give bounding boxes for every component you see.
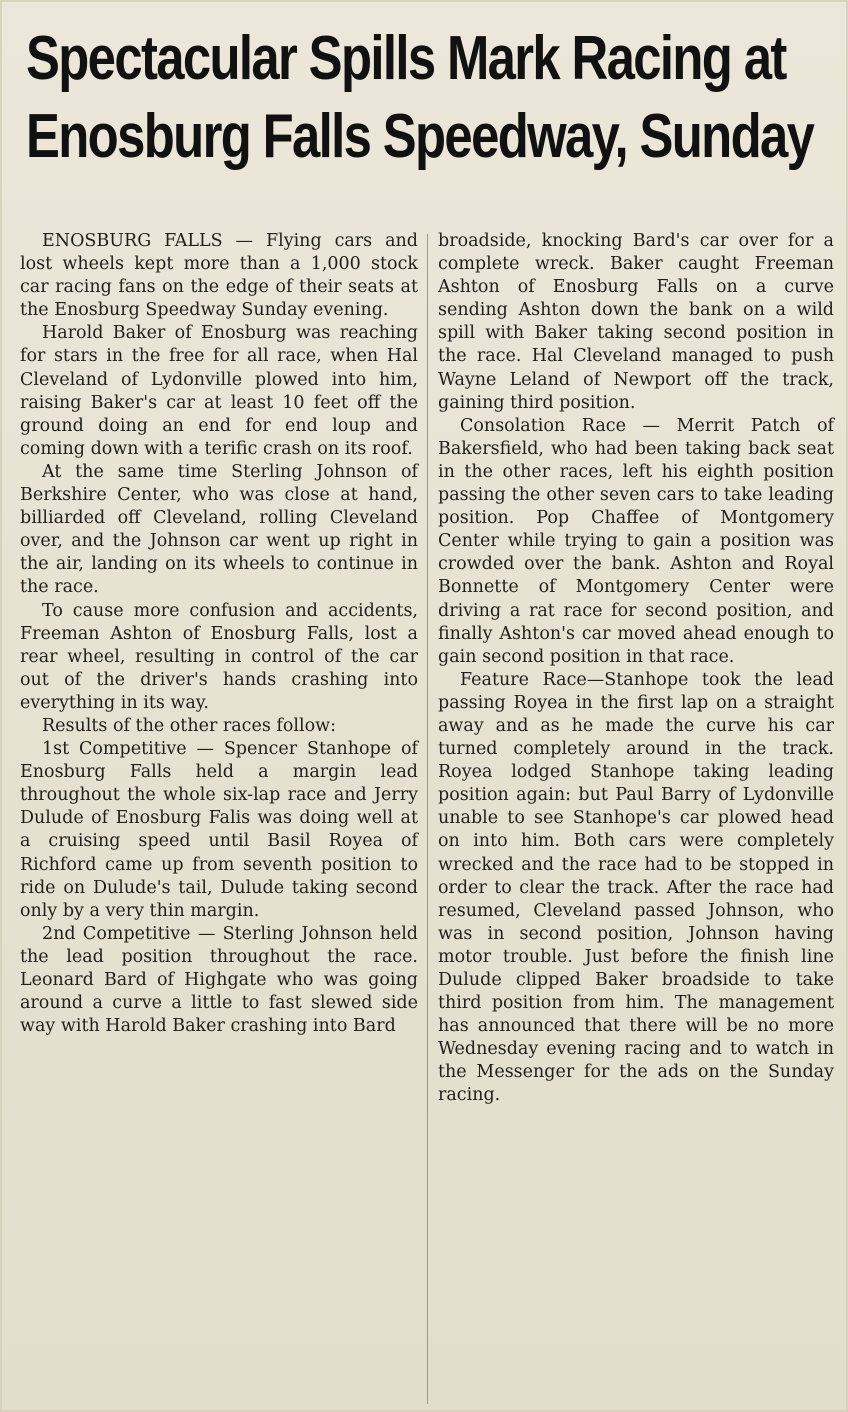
paragraph: 1st Competitive — Spencer Stanhope of Enosburg Falls held a margin lead throughout the whole six-lap race and Jerry Dulude of Enosburg Falis was doing well at a cruising speed until Basil Royea of Richford came up from seventh position to ride on Dulude's tail, Dulude taking second only by a very thin margin. [20,739,418,921]
paragraph: Feature Race—Stanhope took the lead passing Royea in the first lap on a straight away and as he made the curve his car turned completely around in the track. Royea lodged Stanhope taking leading position again: but Paul Barry of Lydonville unable to see Stanhope's car plowed head on into him. Both cars were completely wrecked and the race had to be stopped in order to clear the track. After the race had resumed, Cleveland passed Johnson, who was in second position, Johnson having motor trouble. Just before the finish line Dulude clipped Baker broadside to take third position from him. The management has announced that there will be no more Wednesday evening racing and to watch in the Messenger for the ads on the Sunday racing. [438,669,834,1106]
paragraph: Consolation Race — Merrit Patch of Bakersfield, who had been taking back seat in the other races, left his eighth position passing the other seven cars to take leading position. Pop Chaffee of Montgomery Center while trying to gain a position was crowded over the bank. Ashton and Royal Bonnette of Montgomery Center were driving a rat race for second position, and finally Ashton's car moved ahead enough to gain second position in that race. [438,415,834,667]
article-column-right [438,230,834,1108]
article-column-left [20,230,418,1038]
paragraph: To cause more confusion and accidents, Freeman Ashton of Enosburg Falls, lost a rear wheel, resulting in control of the car out of the driver's hands crashing into everything in its way. [20,600,418,713]
article-headline [26,20,814,176]
headline-line-1: Spectacular Spills Mark Racing at [26,24,786,93]
paragraph: Results of the other races follow: [42,715,336,736]
paragraph: At the same time Sterling Johnson of Berkshire Center, who was close at hand, billiarded off Cleveland, rolling Cleveland over, and the Johnson car went up right in the air, landing on its wheels to continue in the race. [20,461,418,598]
paragraph: ENOSBURG FALLS — Flying cars and lost wheels kept more than a 1,000 stock car racing fans on the edge of their seats at the Enosburg Speedway Sunday evening. [20,231,418,321]
paragraph: Harold Baker of Enosburg was reaching for stars in the free for all race, when Hal Cleveland of Lydonville plowed into him, raising Baker's car at least 10 feet off the ground doing an end for end loup and coming down with a terific crash on its roof. [20,323,418,459]
paragraph: 2nd Competitive — Sterling Johnson held the lead position throughout the race. Leonard Bard of Highgate who was going around a curve a little to fast slewed side way with Harold Baker crashing into Bard [20,923,418,1037]
headline-line-2: Enosburg Falls Speedway, Sunday [26,102,814,171]
paragraph: broadside, knocking Bard's car over for a complete wreck. Baker caught Freeman Ashton of Enosburg Falls on a curve sending Ashton down the bank on a wild spill with Baker taking second position in the race. Hal Cleveland managed to push Wayne Leland of Newport off the track, gaining third position. [438,231,834,413]
column-divider [427,234,428,1404]
